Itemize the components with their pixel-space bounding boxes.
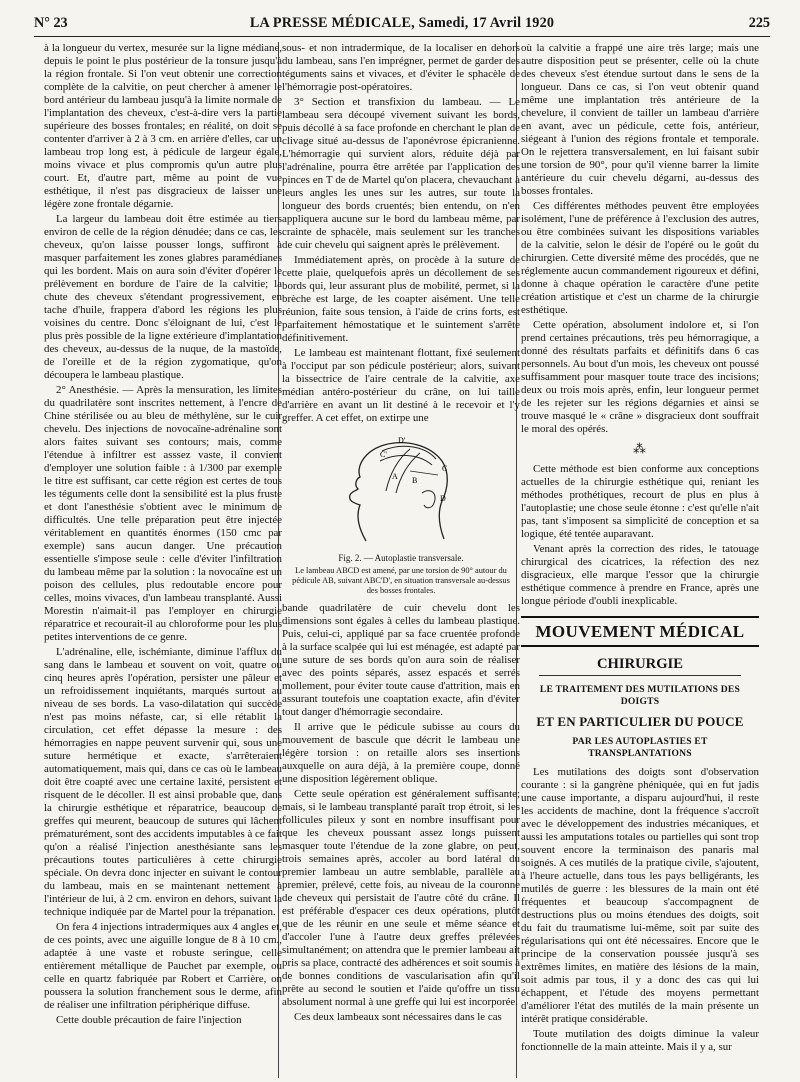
paragraph: 2° Anesthésie. — Après la mensuration, les limites du quadrilatère sont inscrites nettement, à l'encre de Chine stérilisée ou au bleu de méthylène, sur le cuir chevelu. Des injections de novocaïne-adrénaline sont alors faites suivant ses contours; mais, comme l'étendue à infiltrer est asssez vaste, il convient d'employer une solution faible : à 1/300 par exemple le titre est suffisant, car cette région est certes de tous les téguments celle dont la sensibilité est la plus fruste et dont l'anesthésie s'obtient avec le minimum de difficultés. Une telle préparation peut être injectée véritablement en quantités énormes (150 cmc par exemple) sans aucun danger. Une précaution essentielle s'impose seule : celle d'éviter l'infiltration du lambeau même par la solution : la novocaïne est un poison des cellules, plus redoutable encore pour celles, moins vivaces, d'un lambeau transplanté. Aussi Morestin n'aimait-il pas l'employer en chirurgie réparatrice et recourait-il au chloroforme pour les plus petites interventions de ce genre.: [44, 384, 282, 643]
fig-label-a: A: [392, 472, 398, 481]
paragraph: Cette seule opération est généralement suffisante; mais, si le lambeau transplanté paraît trop étroit, si les follicules pileux y sont en nombre insuffisant pour que les cheveux poussant assez longs puissent masquer toute l'étendue de la zone glabre, on peut, trois semaines après, accoler au bord latéral du premier lambeau un autre semblable, parallèle au premier, prélevé, cette fois, au niveau de la couronne de cheveux qui persistait de l'autre côté du crâne. Il est préférable d'espacer ces deux opérations, plutôt que de les réunir en une seule et même séance et d'accoler l'une à l'autre deux greffes prélevées simultanément; on attendra que le premier lambeau ait pris sa place, contracté des adhérences et soit soumis à de bonnes conditions de vascularisation afin qu'il prête au second le soutien et l'aide qu'offre un tissu absolument normal à une greffe qui lui est incorporée.: [282, 788, 520, 1008]
paragraph: Cette double précaution de faire l'injection: [56, 1014, 242, 1026]
figure-caption: Fig. 2. — Autoplastie transversale.: [338, 553, 464, 563]
paragraph: Il arrive que le pédicule subisse au cours du mouvement de bascule que décrit le lambeau une légère torsion : on retaille alors ses insertions auxquelle on aura déjà, à la première coupe, donné une disposition légèrement oblique.: [282, 721, 520, 785]
paragraph: La largeur du lambeau doit être estimée au tiers environ de celle de la région dénudée; dans ce cas, les cheveux, qu'on laisse pousser longs, suffiront à masquer parfaitement les zones glabres paramédianes qui les bordent. Mais on aura soin d'éviter d'opérer le prélèvement en bordure de l'aire de la calvitie; la chute des cheveux s'étendant progressivement, en tache d'huile, frappera d'abord les régions les plus voisines du centre. Donc s'éloignant de lui, c'est le plus près possible de la ligne extérieure d'implantation des cheveux, au-dessus de la nuque, de la mastoïde, de l'oreille et de la région zygomatique, qu'on découpera le lambeau plastique.: [44, 213, 282, 381]
column-3: [521, 42, 759, 1056]
header-rule: [34, 36, 770, 37]
paragraph: à la longueur du vertex, mesurée sur la ligne médiane, depuis le point le plus postérieur de la tonsure jusqu'à la région frontale. Si l'on veut obtenir une correction complète de la calvitie, on peut chercher à amener le bord antérieur du lambeau jusqu'à la limite normale de l'implantation des cheveux, c'est-à-dire vers la partie supérieure des bosses frontales; en réalité, on doit se contenter d'arriver à 2 à 3 cm. en arrière d'elles, car un lambeau trop long est, à pédicule de largeur égale, moins vivace et plus compromis qu'un autre plus court. Et, d'autre part, même au point de vue esthétique, il n'est pas disgracieux de laisser une légère zone frontale dégarnie.: [44, 42, 282, 210]
figure-description: Le lambeau ABCD est amené, par une torsion de 90° autour du pédicule AB, suivant ABC'D', en situation transversale au-dessus des bosses frontales.: [292, 566, 510, 595]
paragraph: Le lambeau est maintenant flottant, fixé seulement à l'occiput par son pédicule postérieur; alors, suivant la bissectrice de l'aire centrale de la calvitie, axe médian antéro-postérieur du crâne, on lui taille d'arrière en avant un lit destiné à le recevoir et l'y greffer. A cet effet, on extirpe une: [282, 347, 520, 424]
page-number: 225: [748, 15, 770, 31]
fig-label-d: D: [440, 494, 446, 503]
article-title-line-3: PAR LES AUTOPLASTIES ET TRANSPLANTATIONS: [572, 736, 708, 759]
paragraph: Venant après la correction des rides, le tatouage chirurgical des cicatrices, la réfection des nez disgracieux, elle marque l'essor que la chirurgie esthétique commence à prendre en France, après une longue période d'oubli inexplicable.: [521, 543, 759, 607]
paragraph: Cette méthode est bien conforme aux conceptions actuelles de la chirurgie esthétique qui, reniant les méthodes prothétiques, recourt de plus en plus à l'autoplastie; une chose seule étonne : c'est qu'elle n'ait pas, tant s'imposent sa simplicité de conception et sa logique, été tentée auparavant.: [521, 463, 759, 540]
paragraph: Les mutilations des doigts sont d'observation courante : si la gangrène phéniquée, qui en fut jadis une cause importante, a disparu aujourd'hui, il reste les accidents de machine, dont la fréquence s'accroît avec le développement des industries mécaniques, et aussi les amputations totales ou partielles qui sont trop souvent encore la terminaison des panaris mal soignés. A ces mutilés de la pratique civile, s'ajoutent, à l'heure actuelle, dans tous les pays belligérants, les mutilés de guerre : les blessures de la main ont été fréquentes et beaucoup s'accompagnent de destructions plus ou moins étendues des doigts, soit du fait du traumatisme lui-même, soit par suite des régularisations qui ont été nécessaires. Encore que le principe de la conservation poussée jusqu'à ses extrêmes limites, en matière des lésions de la main, soit admis par tous, il y a donc des cas qui lui échappent, et l'étude des moyens permettant d'améliorer l'état des mutilés de la main présente un intérêt pratique considérable.: [521, 766, 759, 1025]
fig-label-d-prime: D': [398, 436, 406, 445]
head-profile-illustration: [326, 431, 476, 551]
fig-label-c-prime: C': [380, 450, 387, 459]
paragraph: où la calvitie a frappé une aire très large; mais une autre disposition peut se présenter, celle où la chute des cheveux s'est étendue surtout dans le sens de la longueur. Dans ce cas, si l'on veut obtenir quand même une implantation très antérieure de la chevelure, il convient de tailler un lambeau d'arrière en avant, avec un pédicule, cette fois, antérieur, siégeant à l'union des régions frontale et temporale. On le rejettera transversalement, en lui faisant subir une torsion de 90°, pour qu'il vienne barrer la limite antérieure du cuir chevelu dégarni, au-dessus des bosses frontales.: [521, 42, 759, 197]
figure-2: [282, 431, 520, 596]
paragraph: Ces différentes méthodes peuvent être employées isolément, l'une de préférence à l'exclusion des autres, ou être combinées suivant les dispositions variables de la calvitie, selon le désir de l'opéré ou le goût du chirurgien. Cette diversité même des procédés, que ne réglemente aucun commandement rigoureux et défini, donne à chaque opération le caractère d'une petite création artistique et c'est un charme de la chirurgie esthétique.: [521, 200, 759, 316]
paragraph: On fera 4 injections intradermiques aux 4 angles et, de ces points, avec une aiguille longue de 8 à 10 cm., adaptée à une vaste et robuste seringue, celle entièrement métallique de Pauchet par exemple, ou celle en quartz fabriquée par Robert et Carrière, on poussera la solution franchement sous le derme, afin de réaliser une infiltration périphérique diffuse.: [44, 921, 282, 1011]
paragraph: sous- et non intradermique, de la localiser en dehors du lambeau, sans l'en imprégner, permet de garder des téguments sains et vivaces, et d'éviter le sphacèle de l'hémorragie post-opératoires.: [282, 42, 520, 93]
journal-title: LA PRESSE MÉDICALE, Samedi, 17 Avril 1920: [249, 15, 555, 31]
paragraph: Cette opération, absolument indolore et, si l'on prend certaines précautions, très peu hémorragique, a donné des résultats parfaits et définitifs dans 6 cas personnels. Au bout d'un mois, les cheveux ont poussé suffisamment pour masquer toute trace des incisions; deux ou trois mois après, enfin, leur longueur permet de les rejeter sur les régions dégarnies et ainsi se trouve masqué le « crâne » disgracieux dont souffrait le moral des opérés.: [521, 319, 759, 435]
issue-number: N° 23: [34, 15, 68, 31]
paragraph: Toute mutilation des doigts diminue la valeur fonctionnelle de la main atteinte. Mais il y a, sur: [521, 1028, 759, 1053]
paragraph: bande quadrilatère de cuir chevelu dont les dimensions sont égales à celles du lambeau plastique. Puis, celui-ci, appliqué par sa face cruentée profonde à la surface scalpée qui lui est ménagée, est adapté par une suture de ses bords qu'on aura soin de réaliser avec des points séparés, assez espacés et serrés mollement, pour éviter toute cause d'attrition, mais en assurant toutefois une coaptation exacte, afin d'éviter tout danger d'hémorragie secondaire.: [282, 602, 520, 718]
fig-label-b: B: [412, 476, 418, 485]
article-title-line-2: ET EN PARTICULIER DU POUCE: [536, 714, 744, 729]
paragraph: L'adrénaline, elle, ischémiante, diminue l'afflux du sang dans le lambeau et souvent on voit, quatre ou cinq heures après l'opération, persister une pâleur et un refroidissement inquiétants, marqués surtout au niveau de ses bords. La vaso-dilatation qui succède n'est pas moins néfaste, car, si elle rétablit la circulation, cet effet dépasse la mesure : des hémorragies en nappe peuvent survenir qui, sous une suture hermétique et exacte, s'arrêteraient automatiquement, mais qui, dans ce cas où le lambeau doit être coapté avec une certaine laxité, persistent et risquent de le décoller. Il est ainsi probable que, dans la chirurgie esthétique et réparatrice, beaucoup de greffes qui meurent, beaucoup de sutures qui lâchent prématurément, sont des accidents imputables à ce fait qu'on a réalisé l'injection anesthésiante sans les précautions toutes particulières à cette chirurgie spéciale. On devra donc injecter en suivant le contour du lambeau, mais en se maintenant nettement à l'intérieur de lui, à 2 cm. environ en dehors, suivant la technique indiquée par de Martel pour la trépanation.: [44, 646, 282, 918]
column-1: [44, 42, 282, 1029]
paragraph: Immédiatement après, on procède à la suture de cette plaie, quelquefois après un décollement de ses bords qui, leur assurant plus de mobilité, permet, si la brèche est large, de les coapter aisément. Une telle réunion, faite sous tension, à l'aide de crins forts, est parfaitement hémostatique et le suintement s'arrête définitivement.: [282, 254, 520, 344]
paragraph: Ces deux lambeaux sont nécessaires dans le cas: [294, 1011, 502, 1023]
section-separator: ⁂: [633, 441, 647, 456]
fig-label-c: C: [442, 464, 448, 473]
section-title: CHIRURGIE: [539, 657, 741, 676]
column-2: [282, 42, 520, 1026]
paragraph: 3° Section et transfixion du lambeau. — Le lambeau sera découpé vivement suivant les bords, puis décollé à sa face profonde en cherchant le plan de clivage situé au-dessus de l'aponévrose épicranienne. L'hémorragie qui survient alors, réduite déjà par l'adrénaline, pourra être arrêtée par l'application des pinces en T de de Martel qu'on placera, chevauchant à leurs angles les unes sur les autres, sur toute la longueur des bords cruentés; bien entendu, on n'en appliquera aucune sur le bord du lambeau même, par crainte de sphacèle, mais seulement sur les tranches de cuir chevelu qui saignent après le prélèvement.: [282, 96, 520, 251]
section-banner: MOUVEMENT MÉDICAL: [521, 616, 759, 647]
article-title-line-1: LE TRAITEMENT DES MUTILATIONS DES DOIGTS: [539, 684, 741, 707]
running-header: [34, 14, 770, 36]
